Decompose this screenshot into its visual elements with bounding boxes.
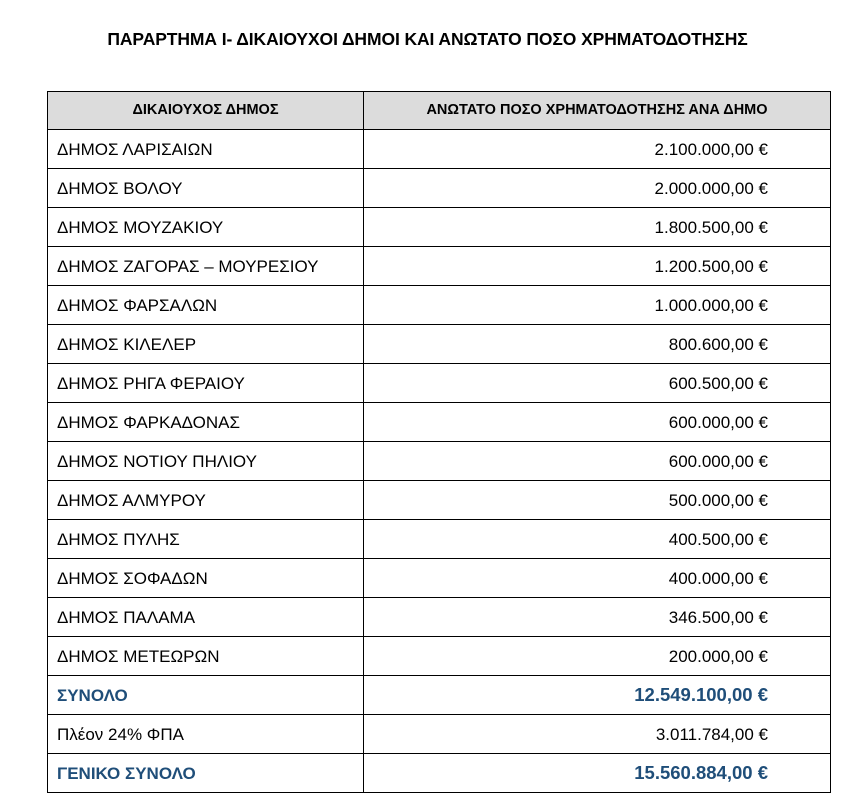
municipality-name: ΔΗΜΟΣ ΜΟΥΖΑΚΙΟΥ [48, 208, 364, 247]
municipality-name: ΔΗΜΟΣ ΠΥΛΗΣ [48, 520, 364, 559]
column-header-amount: ΑΝΩΤΑΤΟ ΠΟΣΟ ΧΡΗΜΑΤΟΔΟΤΗΣΗΣ ΑΝΑ ΔΗΜΟ [364, 92, 831, 130]
table-row [48, 520, 831, 559]
table-body [48, 130, 831, 793]
funding-amount: 346.500,00 € [364, 598, 831, 637]
table-row [48, 325, 831, 364]
vat-label: Πλέον 24% ΦΠΑ [48, 715, 364, 754]
table-row [48, 403, 831, 442]
municipality-name: ΔΗΜΟΣ ΚΙΛΕΛΕΡ [48, 325, 364, 364]
funding-amount: 400.500,00 € [364, 520, 831, 559]
municipality-name: ΔΗΜΟΣ ΖΑΓΟΡΑΣ – ΜΟΥΡΕΣΙΟΥ [48, 247, 364, 286]
grand-total-amount: 15.560.884,00 € [364, 754, 831, 793]
municipality-name: ΔΗΜΟΣ ΒΟΛΟΥ [48, 169, 364, 208]
table-row [48, 637, 831, 676]
municipality-name: ΔΗΜΟΣ ΦΑΡΚΑΔΟΝΑΣ [48, 403, 364, 442]
total-label: ΣΥΝΟΛΟ [48, 676, 364, 715]
table-row [48, 286, 831, 325]
vat-amount: 3.011.784,00 € [364, 715, 831, 754]
municipality-name: ΔΗΜΟΣ ΦΑΡΣΑΛΩΝ [48, 286, 364, 325]
funding-amount: 2.100.000,00 € [364, 130, 831, 169]
table-row [48, 169, 831, 208]
table-row [48, 130, 831, 169]
table-row [48, 442, 831, 481]
total-row [48, 676, 831, 715]
funding-amount: 600.000,00 € [364, 442, 831, 481]
funding-amount: 200.000,00 € [364, 637, 831, 676]
grand-total-label: ΓΕΝΙΚΟ ΣΥΝΟΛΟ [48, 754, 364, 793]
municipality-name: ΔΗΜΟΣ ΣΟΦΑΔΩΝ [48, 559, 364, 598]
municipality-name: ΔΗΜΟΣ ΛΑΡΙΣΑΙΩΝ [48, 130, 364, 169]
funding-amount: 600.000,00 € [364, 403, 831, 442]
municipality-name: ΔΗΜΟΣ ΝΟΤΙΟΥ ΠΗΛΙΟΥ [48, 442, 364, 481]
municipality-name: ΔΗΜΟΣ ΜΕΤΕΩΡΩΝ [48, 637, 364, 676]
table-row [48, 481, 831, 520]
funding-amount: 500.000,00 € [364, 481, 831, 520]
funding-amount: 1.800.500,00 € [364, 208, 831, 247]
page-title: ΠΑΡΑΡΤΗΜΑ Ι- ΔΙΚΑΙΟΥΧΟΙ ΔΗΜΟΙ ΚΑΙ ΑΝΩΤΑΤΟ ΠΟΣΟ ΧΡΗΜΑΤΟΔΟΤΗΣΗΣ [107, 29, 748, 49]
grand-total-row [48, 754, 831, 793]
table-header-row [48, 92, 831, 130]
municipality-name: ΔΗΜΟΣ ΠΑΛΑΜΑ [48, 598, 364, 637]
funding-amount: 400.000,00 € [364, 559, 831, 598]
table-row [48, 247, 831, 286]
funding-amount: 1.000.000,00 € [364, 286, 831, 325]
table-row [48, 364, 831, 403]
funding-amount: 2.000.000,00 € [364, 169, 831, 208]
total-amount: 12.549.100,00 € [364, 676, 831, 715]
vat-row [48, 715, 831, 754]
table-row [48, 559, 831, 598]
funding-amount: 600.500,00 € [364, 364, 831, 403]
funding-table [47, 91, 831, 793]
municipality-name: ΔΗΜΟΣ ΡΗΓΑ ΦΕΡΑΙΟΥ [48, 364, 364, 403]
municipality-name: ΔΗΜΟΣ ΑΛΜΥΡΟΥ [48, 481, 364, 520]
table-row [48, 598, 831, 637]
funding-amount: 800.600,00 € [364, 325, 831, 364]
column-header-municipality: ΔΙΚΑΙΟΥΧΟΣ ΔΗΜΟΣ [48, 92, 364, 130]
table-row [48, 208, 831, 247]
funding-amount: 1.200.500,00 € [364, 247, 831, 286]
